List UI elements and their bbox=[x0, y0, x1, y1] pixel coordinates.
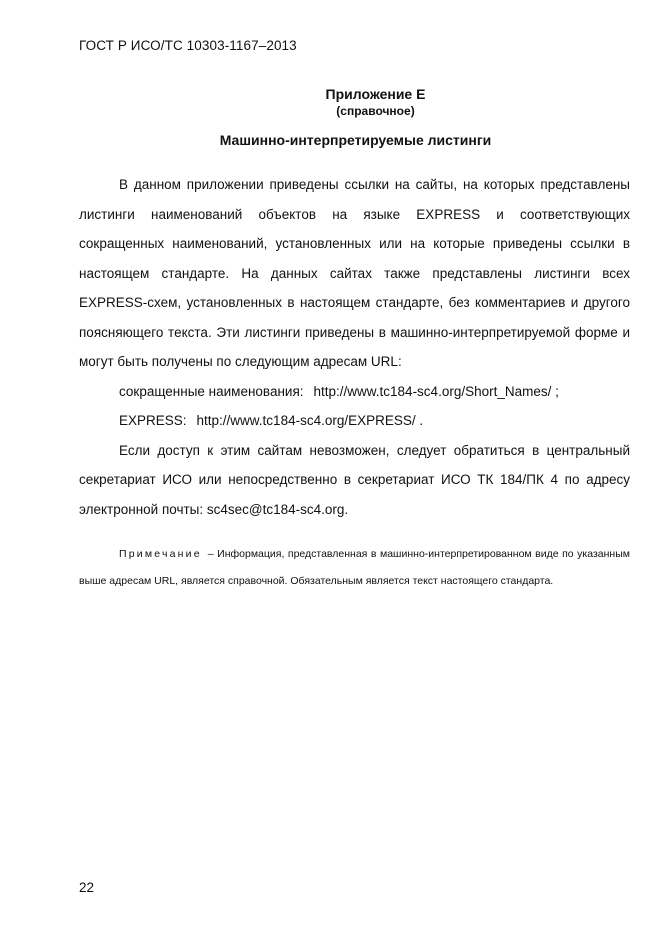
short-names-url-link[interactable]: http://www.tc184-sc4.org/Short_Names/ ; bbox=[313, 383, 559, 399]
section-title: Машинно-интерпретируемые листинги bbox=[219, 132, 492, 148]
page-number: 22 bbox=[79, 880, 95, 895]
document-header: ГОСТ Р ИСО/ТС 10303-1167–2013 bbox=[79, 38, 297, 53]
note bbox=[79, 541, 630, 595]
short-names-label: сокращенные наименования: bbox=[119, 383, 304, 399]
body-text bbox=[79, 170, 630, 524]
note-label: Примечание bbox=[119, 548, 202, 560]
appendix-title: Приложение E bbox=[325, 86, 426, 102]
intro-paragraph: В данном приложении приведены ссылки на сайты, на которых представлены листинги наименований объектов на языке EXPRESS и соответствующих сокращенных наименований, установленных или на которые приведены ссылки в настоящем стандарте. На данных сайтах также представлены листинги всех EXPRESS-схем, установленных в настоящем стандарте, без комментариев и другого поясняющего текста. Эти листинги приведены в машинно-интерпретируемой форме и могут быть получены по следующим адресам URL: bbox=[79, 177, 630, 369]
express-label: EXPRESS: bbox=[119, 413, 187, 428]
short-names-url-line bbox=[79, 377, 630, 407]
appendix-subtitle: (справочное) bbox=[336, 104, 415, 118]
appendix-heading bbox=[0, 86, 661, 119]
note-text: – Информация, представленная в машинно-интерпретированном виде по указанным выше адресам URL, является справочной. Обязательным является текст настоящего стандарта. bbox=[79, 548, 630, 587]
express-url-link[interactable]: http://www.tc184-sc4.org/EXPRESS/ . bbox=[196, 413, 424, 428]
contact-paragraph: Если доступ к этим сайтам невозможен, следует обратиться в центральный секретариат ИСО или непосредственно в секретариат ИСО ТК 184/ПК 4 по адресу электронной почты: sc4sec@tc184-sc4.org. bbox=[79, 442, 630, 517]
express-url-line bbox=[79, 406, 630, 436]
